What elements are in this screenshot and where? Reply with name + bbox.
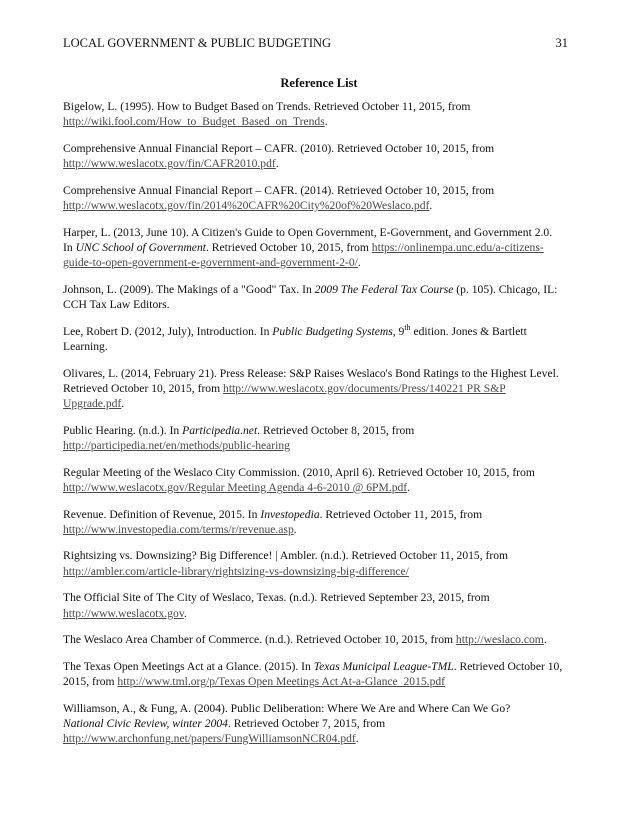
reference-source-title: UNC School of Government bbox=[75, 240, 206, 254]
reference-text: . Retrieved October 8, 2015, from bbox=[257, 423, 415, 437]
reference-entry bbox=[63, 548, 563, 578]
reference-link[interactable]: http://www.weslacotx.gov/fin/CAFR2010.pdf bbox=[63, 157, 276, 171]
reference-tail: . bbox=[407, 480, 411, 494]
reference-entry bbox=[63, 183, 563, 213]
reference-link[interactable]: http://www.weslacotx.gov/documents/Press/140221 PR S&P Upgrade.pdf bbox=[63, 381, 506, 411]
reference-text: Revenue. Definition of Revenue, 2015. In bbox=[63, 507, 261, 521]
reference-text: Regular Meeting of the Weslaco City Commission. (2010, April 6). Retrieved October 10, 2015, from bbox=[63, 465, 535, 479]
running-head: LOCAL GOVERNMENT & PUBLIC BUDGETING bbox=[63, 36, 332, 50]
reference-text: Comprehensive Annual Financial Report – CAFR. (2010). Retrieved October 10, 2015, from bbox=[63, 141, 495, 155]
reference-text: edition. Jones & Bartlett Learning. bbox=[63, 324, 527, 353]
reference-entry bbox=[63, 659, 563, 689]
reference-source-title: Texas Municipal League-TML bbox=[313, 659, 454, 673]
reference-link[interactable]: http://www.weslacotx.gov bbox=[63, 606, 184, 620]
reference-text: The Texas Open Meetings Act at a Glance. (2015). In bbox=[63, 659, 314, 673]
reference-entry bbox=[63, 590, 563, 620]
reference-text: . Retrieved October 10, 2015, from bbox=[205, 240, 372, 254]
reference-tail: . bbox=[429, 199, 433, 213]
reference-entry bbox=[63, 701, 563, 747]
reference-link[interactable]: http://www.weslacotx.gov/fin/2014%20CAFR%20City%20of%20Weslaco.pdf bbox=[63, 199, 430, 213]
reference-text: Johnson, L. (2009). The Makings of a "Good" Tax. In bbox=[63, 282, 315, 296]
reference-tail: . bbox=[121, 397, 125, 411]
reference-source-title: 2009 The Federal Tax Course bbox=[314, 282, 454, 296]
reference-entry bbox=[63, 324, 563, 354]
reference-link[interactable]: http://www.archonfung.net/papers/FungWilliamsonNCR04.pdf bbox=[63, 732, 356, 746]
reference-link[interactable]: http://wiki.fool.com/How_to_Budget_Based_on_Trends bbox=[63, 115, 325, 129]
reference-text: The Weslaco Area Chamber of Commerce. (n.d.). Retrieved October 10, 2015, from bbox=[63, 633, 456, 647]
reference-source-title: Participedia.net bbox=[182, 423, 258, 437]
reference-entry bbox=[63, 141, 563, 171]
reference-entry bbox=[63, 99, 563, 129]
reference-list bbox=[63, 99, 563, 758]
reference-tail: . bbox=[543, 633, 547, 647]
reference-text: Olivares, L. (2014, February 21). Press Release: S&P Raises Weslaco's Bond Ratings to the Highest Level. Retrieved October 10, 2015, from bbox=[63, 366, 559, 395]
page-number: 31 bbox=[555, 36, 568, 50]
reference-text: , 9 bbox=[392, 324, 405, 338]
reference-link[interactable]: http://www.tml.org/p/Texas Open Meetings Act At-a-Glance_2015.pdf bbox=[117, 675, 446, 689]
reference-text: The Official Site of The City of Weslaco, Texas. (n.d.). Retrieved September 23, 2015, from bbox=[63, 591, 490, 605]
reference-link[interactable]: http://www.weslacotx.gov/Regular Meeting Agenda 4-6-2010 @ 6PM.pdf bbox=[63, 480, 408, 494]
ordinal-suffix: th bbox=[404, 322, 411, 332]
reference-entry bbox=[63, 507, 563, 537]
reference-link[interactable]: http://www.investopedia.com/terms/r/revenue.asp bbox=[63, 522, 294, 536]
reference-list-title: Reference List bbox=[280, 76, 358, 90]
reference-text: (p. 105). Chicago, IL: CCH Tax Law Editors. bbox=[63, 282, 558, 312]
reference-link[interactable]: http://ambler.com/article-library/rightsizing-vs-downsizing-big-difference/ bbox=[63, 564, 409, 578]
reference-tail: . bbox=[355, 732, 359, 746]
reference-entry bbox=[63, 465, 563, 495]
reference-text: . Retrieved October 10, 2015, from bbox=[63, 659, 563, 689]
reference-source-title: National Civic Review, winter 2004 bbox=[63, 717, 228, 731]
reference-entry bbox=[63, 632, 563, 647]
reference-link[interactable]: http://participedia.net/en/methods/public-hearing bbox=[63, 438, 290, 452]
reference-text: . Retrieved October 7, 2015, from bbox=[227, 717, 386, 731]
reference-text: Lee, Robert D. (2012, July), Introduction. In bbox=[63, 324, 273, 338]
reference-entry bbox=[63, 423, 563, 453]
reference-tail: . bbox=[183, 606, 187, 620]
reference-link[interactable]: http://weslaco.com bbox=[455, 633, 544, 647]
reference-source-title: Investopedia bbox=[260, 507, 320, 521]
reference-text: Harper, L. (2013, June 10). A Citizen's Guide to Open Government, E-Government, and Government 2.0. In bbox=[63, 225, 553, 254]
reference-tail: . bbox=[357, 256, 361, 270]
reference-text: Williamson, A., & Fung, A. (2004). Public Deliberation: Where We Are and Where Can We Go? bbox=[63, 701, 511, 715]
reference-entry bbox=[63, 225, 563, 271]
reference-tail: . bbox=[324, 115, 328, 129]
reference-source-title: Public Budgeting Systems bbox=[272, 324, 393, 338]
reference-text: . Retrieved October 11, 2015, from bbox=[319, 507, 483, 521]
reference-text: Bigelow, L. (1995). How to Budget Based on Trends. Retrieved October 11, 2015, from bbox=[63, 100, 471, 113]
reference-entry bbox=[63, 282, 563, 312]
reference-tail: . bbox=[293, 522, 297, 536]
reference-text: Comprehensive Annual Financial Report – CAFR. (2014). Retrieved October 10, 2015, from bbox=[63, 183, 495, 197]
reference-link[interactable]: https://onlinempa.unc.edu/a-citizens-guide-to-open-government-e-government-and-government-2-0/ bbox=[63, 240, 544, 270]
reference-text: Public Hearing. (n.d.). In bbox=[63, 423, 183, 437]
page-header bbox=[63, 36, 568, 51]
reference-entry bbox=[63, 366, 563, 412]
reference-text: Rightsizing vs. Downsizing? Big Difference! | Ambler. (n.d.). Retrieved October 11, 2015, from bbox=[63, 549, 509, 563]
reference-tail: . bbox=[275, 157, 279, 171]
